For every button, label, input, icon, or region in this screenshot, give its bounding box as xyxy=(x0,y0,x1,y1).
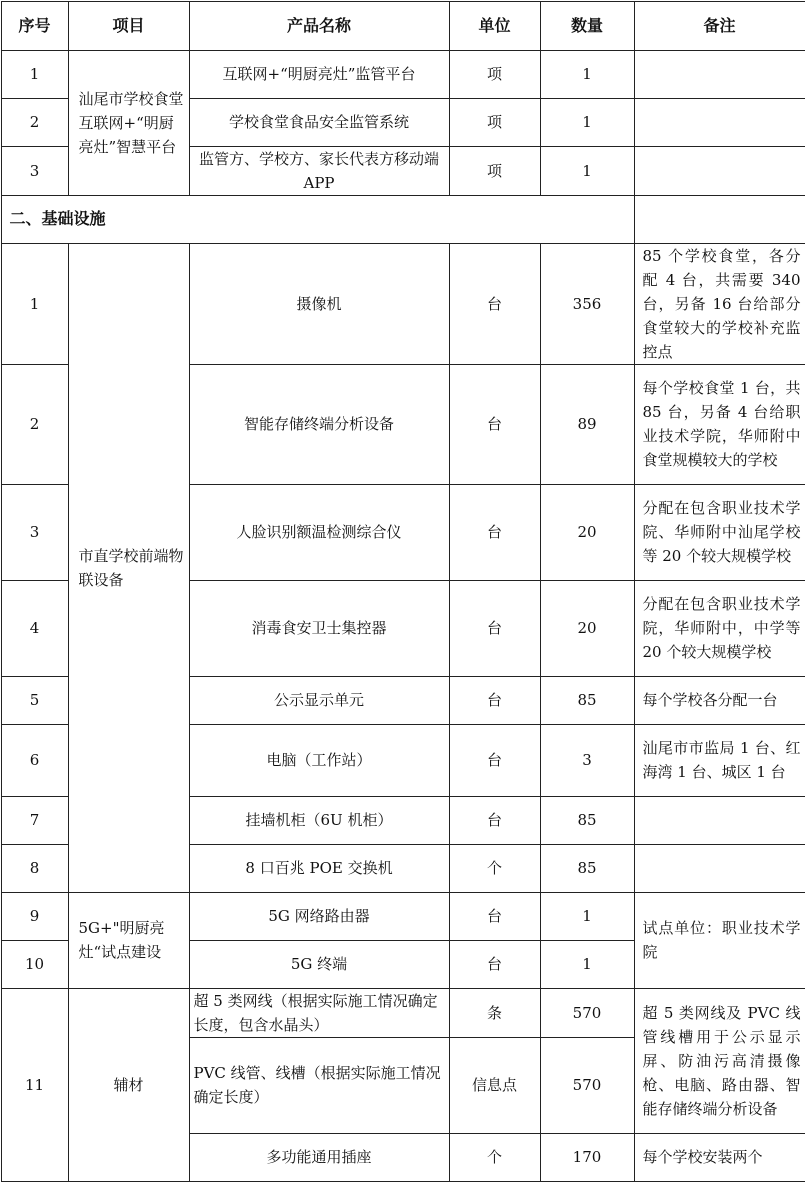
project-aux: 辅材 xyxy=(68,988,189,1181)
row-no: 2 xyxy=(1,364,68,484)
project-platform: 汕尾市学校食堂互联网+“明厨亮灶”智慧平台 xyxy=(68,50,189,195)
quantity: 170 xyxy=(540,1133,634,1181)
quantity: 85 xyxy=(540,796,634,844)
header-project: 项目 xyxy=(68,1,189,50)
note: 汕尾市市监局 1 台、红海湾 1 台、城区 1 台 xyxy=(634,724,805,796)
note xyxy=(634,146,805,195)
product-name: 消毒食安卫士集控器 xyxy=(189,580,449,676)
table-row xyxy=(1,50,805,98)
unit: 信息点 xyxy=(449,1037,540,1133)
row-no: 1 xyxy=(1,243,68,364)
row-no: 11 xyxy=(1,988,68,1181)
row-no: 5 xyxy=(1,676,68,724)
project-iot: 市直学校前端物联设备 xyxy=(68,243,189,892)
note: 每个学校安装两个 xyxy=(634,1133,805,1181)
note: 分配在包含职业技术学院，华师附中，中学等 20 个较大规模学校 xyxy=(634,580,805,676)
product-name: 互联网+“明厨亮灶”监管平台 xyxy=(189,50,449,98)
unit: 台 xyxy=(449,724,540,796)
unit: 项 xyxy=(449,146,540,195)
row-no: 8 xyxy=(1,844,68,892)
unit: 台 xyxy=(449,676,540,724)
product-name: 8 口百兆 POE 交换机 xyxy=(189,844,449,892)
unit: 台 xyxy=(449,892,540,940)
row-no: 9 xyxy=(1,892,68,940)
unit: 个 xyxy=(449,1133,540,1181)
unit: 项 xyxy=(449,50,540,98)
unit: 台 xyxy=(449,484,540,580)
row-no: 4 xyxy=(1,580,68,676)
quantity: 570 xyxy=(540,988,634,1037)
unit: 台 xyxy=(449,580,540,676)
note xyxy=(634,98,805,146)
section-row xyxy=(1,195,805,243)
unit: 台 xyxy=(449,940,540,988)
note: 分配在包含职业技术学院、华师附中汕尾学校等 20 个较大规模学校 xyxy=(634,484,805,580)
row-no: 2 xyxy=(1,98,68,146)
product-name: PVC 线管、线槽（根据实际施工情况确定长度） xyxy=(189,1037,449,1133)
unit: 台 xyxy=(449,364,540,484)
table-row xyxy=(1,243,805,364)
table-row xyxy=(1,892,805,940)
project-5g: 5G+"明厨亮灶“试点建设 xyxy=(68,892,189,988)
quantity: 1 xyxy=(540,50,634,98)
quantity: 570 xyxy=(540,1037,634,1133)
quantity: 1 xyxy=(540,940,634,988)
header-note: 备注 xyxy=(634,1,805,50)
product-name: 监管方、学校方、家长代表方移动端 APP xyxy=(189,146,449,195)
quantity: 1 xyxy=(540,98,634,146)
product-name: 5G 网络路由器 xyxy=(189,892,449,940)
header-no: 序号 xyxy=(1,1,68,50)
product-name: 人脸识别额温检测综合仪 xyxy=(189,484,449,580)
note xyxy=(634,195,805,243)
unit: 项 xyxy=(449,98,540,146)
unit: 台 xyxy=(449,243,540,364)
product-name: 5G 终端 xyxy=(189,940,449,988)
quantity: 85 xyxy=(540,676,634,724)
section-title: 二、基础设施 xyxy=(1,195,634,243)
product-name: 摄像机 xyxy=(189,243,449,364)
note-5g: 试点单位：职业技术学院 xyxy=(634,892,805,988)
note xyxy=(634,50,805,98)
row-no: 6 xyxy=(1,724,68,796)
product-name: 电脑（工作站） xyxy=(189,724,449,796)
note-aux: 超 5 类网线及 PVC 线管线槽用于公示显示屏、防油污高清摄像枪、电脑、路由器、智能存储终端分析设备 xyxy=(634,988,805,1133)
row-no: 7 xyxy=(1,796,68,844)
header-qty: 数量 xyxy=(540,1,634,50)
quantity: 20 xyxy=(540,580,634,676)
row-no: 1 xyxy=(1,50,68,98)
note xyxy=(634,844,805,892)
note xyxy=(634,796,805,844)
quantity: 89 xyxy=(540,364,634,484)
header-unit: 单位 xyxy=(449,1,540,50)
table-row xyxy=(1,988,805,1037)
quantity: 85 xyxy=(540,844,634,892)
quantity: 356 xyxy=(540,243,634,364)
note: 每个学校各分配一台 xyxy=(634,676,805,724)
quantity: 1 xyxy=(540,146,634,195)
row-no: 3 xyxy=(1,484,68,580)
row-no: 3 xyxy=(1,146,68,195)
unit: 条 xyxy=(449,988,540,1037)
quantity: 20 xyxy=(540,484,634,580)
product-name: 超 5 类网线（根据实际施工情况确定长度，包含水晶头） xyxy=(189,988,449,1037)
quantity: 3 xyxy=(540,724,634,796)
product-name: 多功能通用插座 xyxy=(189,1133,449,1181)
quantity: 1 xyxy=(540,892,634,940)
note: 85 个学校食堂，各分配 4 台，共需要 340 台，另备 16 台给部分食堂较大的学校补充监控点 xyxy=(634,243,805,364)
unit: 台 xyxy=(449,796,540,844)
product-name: 学校食堂食品安全监管系统 xyxy=(189,98,449,146)
note: 每个学校食堂 1 台，共 85 台，另备 4 台给职业技术学院，华师附中食堂规模较大的学校 xyxy=(634,364,805,484)
product-name: 公示显示单元 xyxy=(189,676,449,724)
header-row xyxy=(1,1,805,50)
row-no: 10 xyxy=(1,940,68,988)
header-product: 产品名称 xyxy=(189,1,449,50)
product-name: 智能存储终端分析设备 xyxy=(189,364,449,484)
product-name: 挂墙机柜（6U 机柜） xyxy=(189,796,449,844)
unit: 个 xyxy=(449,844,540,892)
equipment-table xyxy=(1,1,805,1182)
